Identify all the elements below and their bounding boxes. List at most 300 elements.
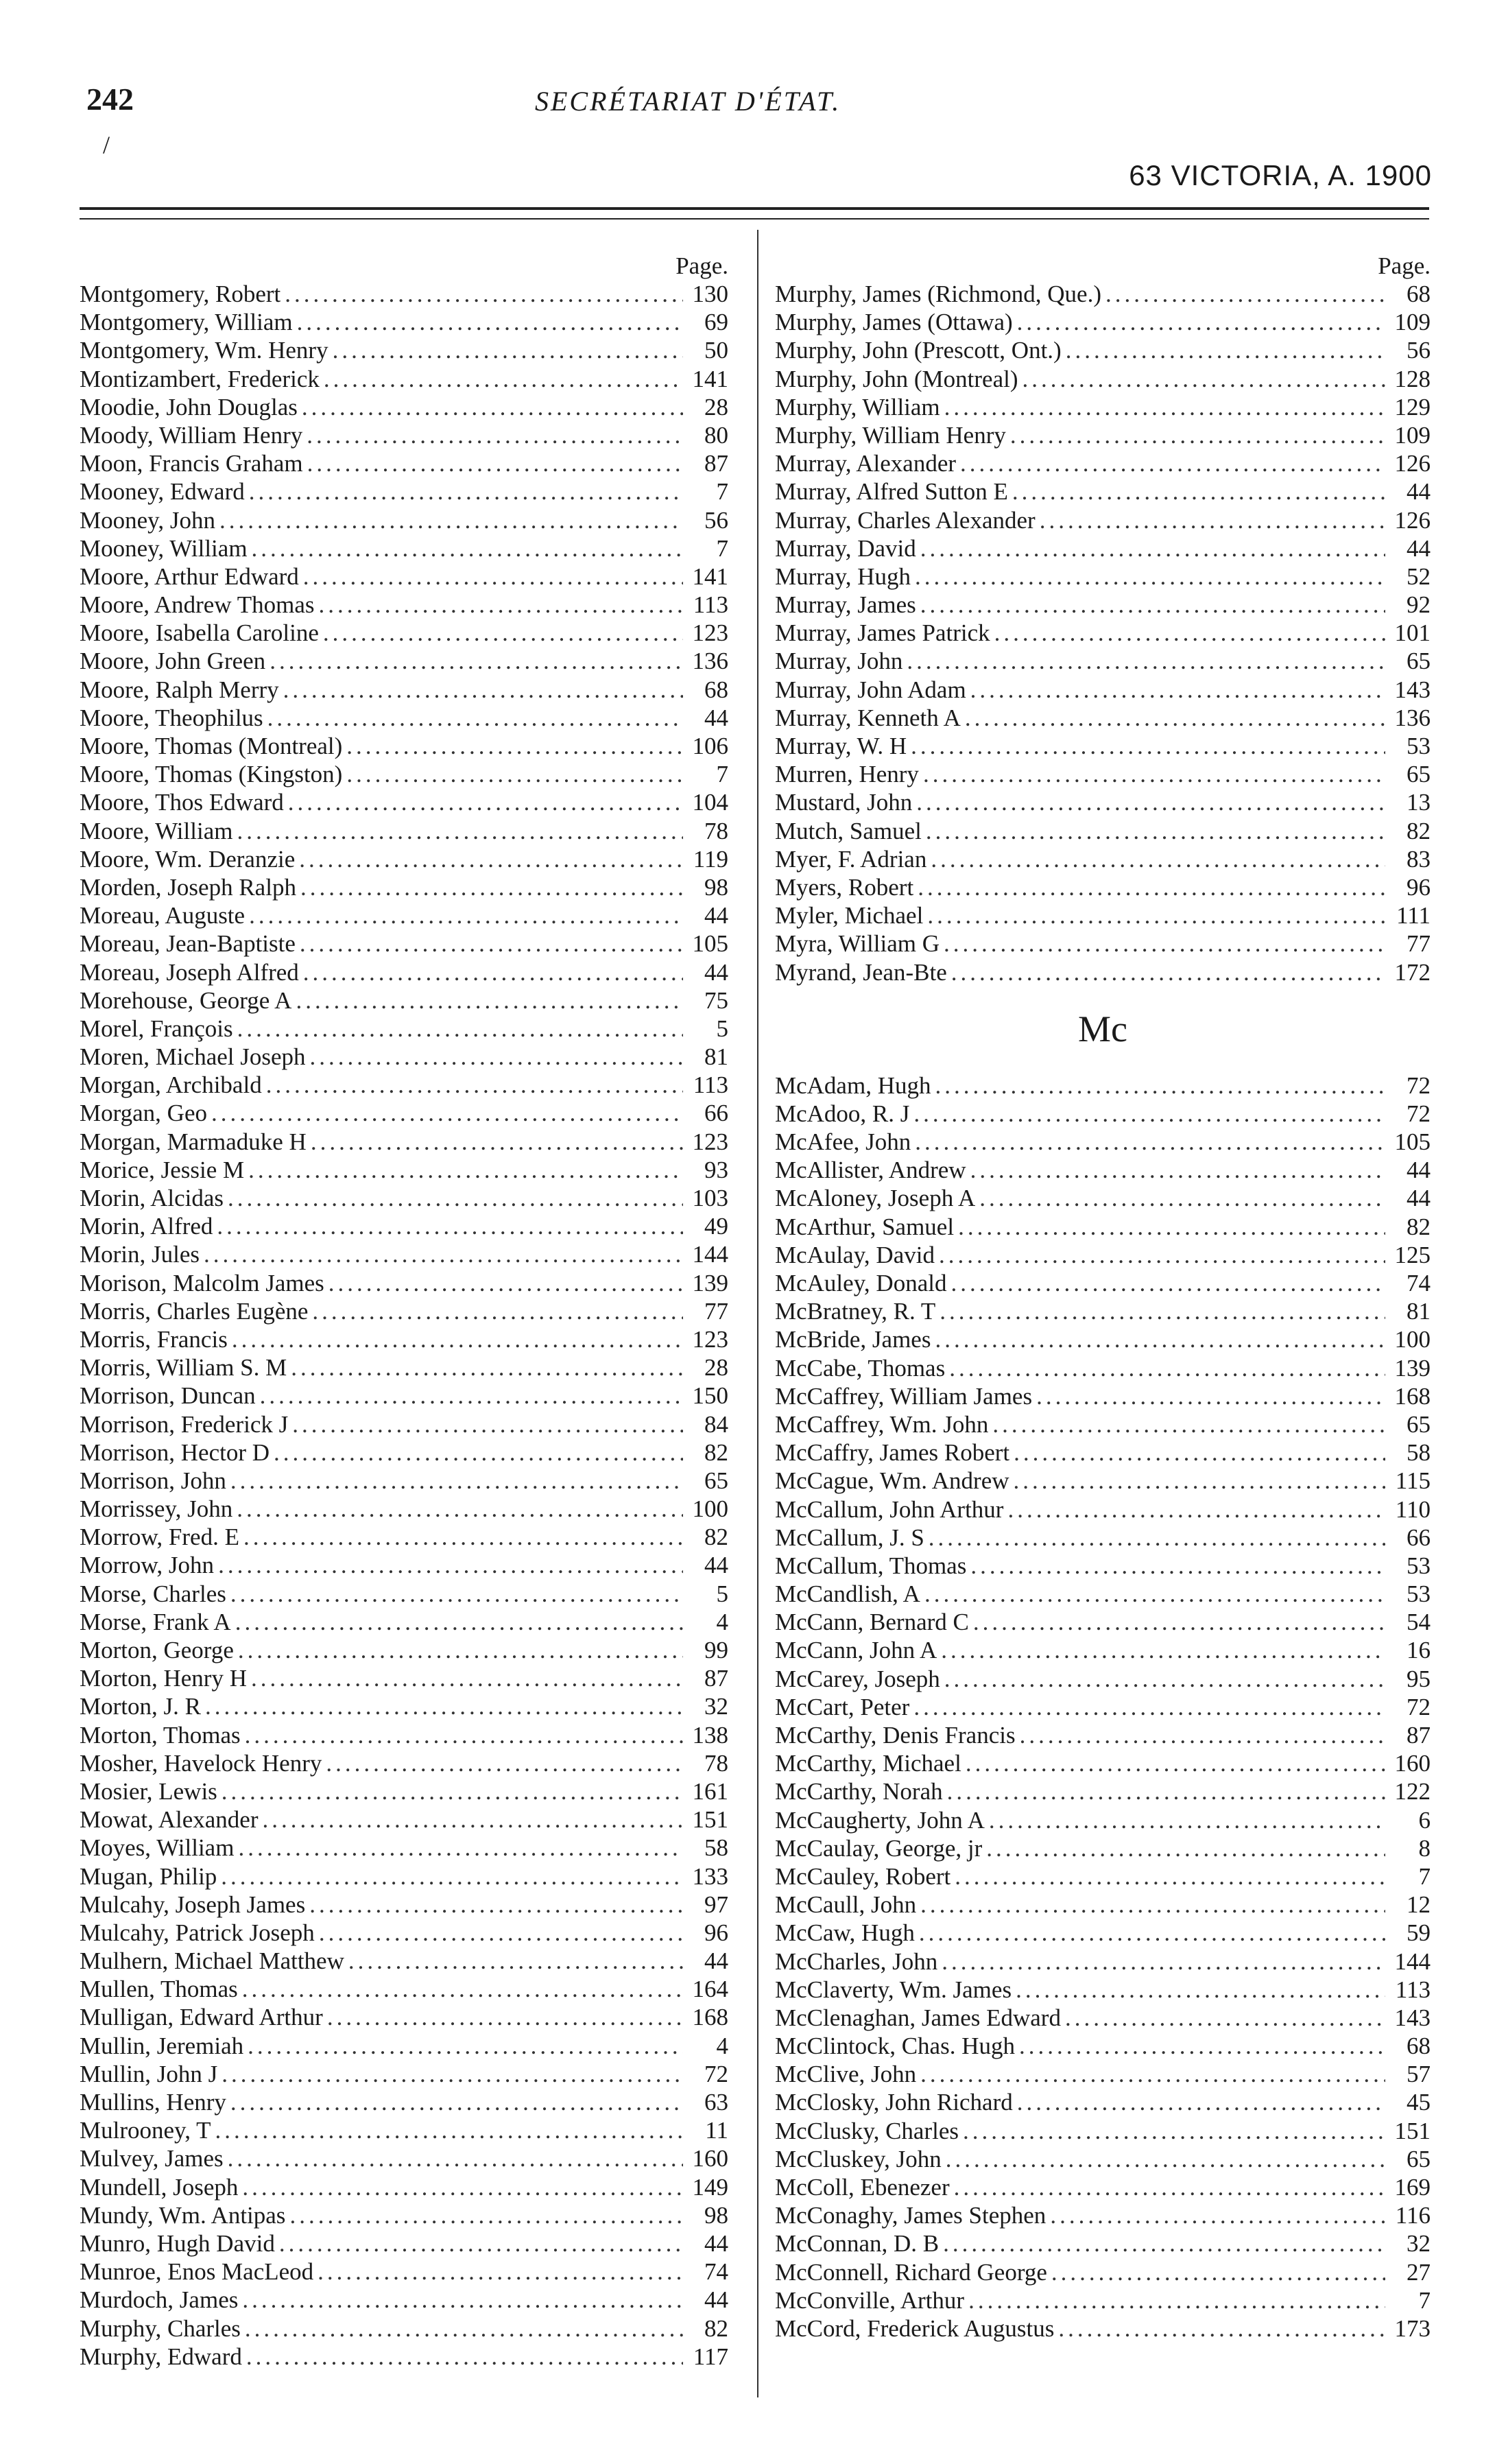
index-entry (80, 676, 728, 704)
entry-page-number: 123 (692, 1325, 728, 1353)
dot-leader (218, 1551, 683, 1579)
entry-name: Murphy, Charles (80, 2314, 241, 2342)
dot-leader (266, 1071, 683, 1099)
entry-page-number: 58 (1407, 1439, 1431, 1467)
entry-name: Moore, Arthur Edward (80, 562, 299, 590)
entry-page-number: 44 (704, 1552, 728, 1579)
dot-leader (935, 1071, 1385, 1100)
index-entry (80, 2229, 728, 2258)
index-entry (80, 1184, 728, 1212)
dot-leader (297, 308, 683, 336)
index-entry (775, 1354, 1431, 1382)
index-entry (775, 1947, 1431, 1976)
index-entry (775, 845, 1431, 873)
index-entry (80, 1438, 728, 1467)
entry-name: Morrissey, John (80, 1495, 233, 1523)
index-entry (80, 1721, 728, 1749)
index-entry (775, 873, 1431, 901)
entry-name: Mooney, John (80, 506, 216, 534)
entry-name: Morrison, Frederick J (80, 1410, 289, 1438)
dot-leader (1036, 1382, 1385, 1410)
index-entry (80, 2060, 728, 2088)
index-entry (80, 619, 728, 647)
entry-page-number: 77 (704, 1297, 728, 1325)
entry-name: McCaugherty, John A (775, 1806, 985, 1834)
index-entry (80, 1353, 728, 1382)
dot-leader (242, 1975, 683, 2003)
index-entry (80, 1947, 728, 1975)
dot-leader (1105, 280, 1385, 308)
entry-name: Murphy, William Henry (775, 421, 1006, 449)
index-entry (80, 477, 728, 506)
index-entry (775, 1467, 1431, 1495)
entry-name: McAuley, Donald (775, 1270, 947, 1296)
index-entry (80, 308, 728, 336)
dot-leader (926, 817, 1385, 845)
index-entry (80, 421, 728, 449)
entry-name: Morrison, John (80, 1467, 226, 1494)
index-entry (775, 1495, 1431, 1524)
index-entry (775, 336, 1431, 364)
index-entry (80, 393, 728, 421)
index-entry (775, 676, 1431, 704)
index-entry (775, 1749, 1431, 1777)
index-entry (80, 2173, 728, 2201)
dot-leader (318, 2258, 683, 2286)
dot-leader (311, 1128, 683, 1156)
entry-name: Morison, Malcolm James (80, 1269, 324, 1296)
entry-name: McClive, John (775, 2061, 917, 2088)
entry-name: McBratney, R. T (775, 1298, 936, 1325)
entry-page-number: 65 (1407, 648, 1431, 675)
dot-leader (924, 1580, 1385, 1608)
dot-leader (1058, 2314, 1385, 2343)
entry-name: Moore, Wm. Deranzie (80, 845, 296, 873)
dot-leader (323, 619, 683, 647)
entry-name: Mowat, Alexander (80, 1806, 259, 1834)
dot-leader (309, 1891, 683, 1919)
entry-name: McClenaghan, James Edward (775, 2004, 1061, 2031)
entry-name: Moody, William Henry (80, 421, 303, 449)
entry-page-number: 136 (692, 648, 728, 675)
entry-name: McCallum, Thomas (775, 1552, 967, 1579)
index-entry (775, 1834, 1431, 1862)
index-entry (775, 1382, 1431, 1410)
index-entry (775, 1524, 1431, 1552)
entry-page-number: 32 (704, 1693, 728, 1720)
dot-leader (328, 1269, 683, 1297)
dot-leader (238, 1636, 683, 1664)
entry-page-number: 28 (704, 1354, 728, 1382)
dot-leader (1050, 2201, 1385, 2229)
index-entry (80, 1580, 728, 1608)
index-entry (775, 1580, 1431, 1608)
entry-page-number: 7 (716, 478, 728, 506)
entry-page-number: 65 (1407, 2145, 1431, 2172)
entry-name: Murray, W. H (775, 733, 907, 759)
dot-leader (1012, 477, 1385, 506)
entry-name: Mosher, Havelock Henry (80, 1749, 322, 1777)
index-entry (775, 2088, 1431, 2116)
index-entry (80, 647, 728, 675)
entry-name: Murray, David (775, 534, 916, 562)
entry-name: McCaull, John (775, 1891, 917, 1919)
entry-name: Moren, Michael Joseph (80, 1043, 306, 1071)
dot-leader (245, 1721, 683, 1749)
entry-name: McCann, Bernard C (775, 1609, 969, 1636)
entry-page-number: 116 (1395, 2202, 1431, 2229)
dot-leader (923, 760, 1385, 788)
entry-page-number: 144 (1394, 1947, 1431, 1975)
dot-leader (303, 958, 683, 986)
entry-page-number: 66 (1407, 1524, 1431, 1551)
index-entry (775, 1156, 1431, 1184)
index-entry (80, 1975, 728, 2003)
entry-name: Moreau, Jean-Baptiste (80, 930, 296, 958)
dot-leader (285, 280, 683, 308)
index-entry (80, 534, 728, 562)
dot-leader (237, 817, 683, 845)
entry-page-number: 115 (1395, 1467, 1431, 1495)
entry-name: Moore, Isabella Caroline (80, 619, 319, 647)
entry-page-number: 65 (704, 1467, 728, 1494)
entry-page-number: 106 (692, 733, 728, 759)
index-entry (80, 901, 728, 929)
entry-name: Moore, William (80, 817, 233, 844)
entry-name: McCandlish, A (775, 1580, 920, 1608)
index-entry (80, 1269, 728, 1297)
entry-page-number: 95 (1407, 1665, 1431, 1692)
entry-page-number: 169 (1394, 2174, 1431, 2201)
entry-page-number: 98 (704, 2201, 728, 2229)
dot-leader (310, 1043, 683, 1071)
dot-leader (1014, 1438, 1385, 1467)
entry-page-number: 117 (693, 2343, 728, 2370)
dot-leader (242, 2286, 683, 2314)
entry-page-number: 82 (704, 2314, 728, 2342)
index-entry (80, 873, 728, 901)
index-entry (775, 393, 1431, 421)
entry-page-number: 87 (704, 1665, 728, 1692)
index-entry (775, 477, 1431, 506)
entry-page-number: 82 (704, 1524, 728, 1551)
dot-leader (291, 1353, 683, 1382)
index-entry (775, 1241, 1431, 1269)
index-entry (775, 1100, 1431, 1128)
index-entry (80, 986, 728, 1015)
entry-page-number: 54 (1407, 1609, 1431, 1636)
index-entry (80, 1410, 728, 1438)
dot-leader (951, 958, 1385, 986)
index-entry (80, 1749, 728, 1777)
dot-leader (1014, 1467, 1385, 1495)
entry-name: Myers, Robert (775, 873, 914, 901)
dot-leader (940, 1297, 1385, 1325)
index-entry (80, 1297, 728, 1325)
entry-page-number: 98 (704, 873, 728, 901)
index-entry (80, 1608, 728, 1636)
entry-page-number: 151 (1394, 2117, 1431, 2144)
entry-name: Murphy, John (Prescott, Ont.) (775, 337, 1062, 364)
dot-leader (319, 1919, 683, 1947)
entry-page-number: 66 (704, 1100, 728, 1127)
index-entry (80, 1467, 728, 1495)
entry-page-number: 109 (1394, 421, 1431, 449)
dot-leader (232, 1325, 683, 1353)
index-entry (775, 1636, 1431, 1664)
index-column-left (80, 252, 728, 2371)
index-entry (80, 1099, 728, 1127)
entry-page-number: 138 (692, 1721, 728, 1749)
entry-page-number: 87 (704, 450, 728, 477)
dot-leader (215, 2116, 683, 2144)
dot-leader (302, 393, 683, 421)
entry-name: McColl, Ebenezer (775, 2174, 950, 2201)
dot-leader (913, 1100, 1385, 1128)
page-number: 242 (86, 82, 134, 117)
entry-page-number: 113 (693, 591, 728, 619)
entry-page-number: 104 (692, 789, 728, 816)
index-entry (775, 619, 1431, 647)
entry-page-number: 72 (1407, 1100, 1431, 1127)
entry-name: Morton, Thomas (80, 1721, 241, 1749)
index-entry (80, 2201, 728, 2229)
entry-name: Myrand, Jean-Bte (775, 958, 947, 986)
dot-leader (931, 845, 1385, 873)
entry-page-number: 101 (1394, 619, 1431, 647)
dot-leader (911, 732, 1385, 760)
dot-leader (230, 1580, 683, 1608)
entry-page-number: 149 (692, 2173, 728, 2201)
dot-leader (920, 534, 1385, 562)
dot-leader (348, 1947, 683, 1975)
dot-leader (915, 1128, 1385, 1156)
entry-page-number: 59 (1407, 1919, 1431, 1947)
entry-name: McCart, Peter (775, 1693, 910, 1720)
dot-leader (963, 2117, 1385, 2145)
entry-name: Mullin, Jeremiah (80, 2032, 244, 2059)
dot-leader (920, 591, 1385, 619)
entry-name: McCauley, Robert (775, 1862, 951, 1890)
index-entry (775, 1128, 1431, 1156)
index-entry (775, 929, 1431, 958)
entry-name: Morgan, Marmaduke H (80, 1128, 307, 1155)
index-entry (80, 1664, 728, 1692)
entry-page-number: 99 (704, 1637, 728, 1663)
entry-name: Murphy, James (Richmond, Que.) (775, 281, 1101, 307)
entry-page-number: 123 (692, 1128, 728, 1155)
dot-leader (954, 2173, 1385, 2201)
dot-leader (260, 1382, 683, 1410)
entry-page-number: 168 (1394, 1382, 1431, 1410)
dot-leader (960, 449, 1385, 477)
entry-page-number: 139 (1394, 1354, 1431, 1382)
dot-leader (1065, 2004, 1385, 2032)
dot-leader (252, 534, 683, 562)
index-entry (80, 2314, 728, 2343)
index-entry (80, 1834, 728, 1862)
entry-page-number: 56 (704, 506, 728, 534)
entry-name: Mutch, Samuel (775, 817, 922, 844)
index-entry (775, 2258, 1431, 2286)
entry-name: Moore, John Green (80, 648, 266, 675)
entry-name: McCaffrey, William James (775, 1382, 1033, 1410)
entry-page-number: 12 (1407, 1891, 1431, 1919)
entry-page-number: 44 (704, 902, 728, 929)
dot-leader (1017, 2088, 1385, 2116)
entry-page-number: 53 (1407, 1552, 1431, 1579)
index-entry (775, 1919, 1431, 1947)
dot-leader (288, 788, 683, 816)
dot-leader (943, 2229, 1385, 2258)
entry-page-number: 103 (692, 1185, 728, 1211)
entry-page-number: 83 (1407, 845, 1431, 873)
entry-name: Moyes, William (80, 1834, 235, 1862)
index-entry (775, 2117, 1431, 2145)
header-rule-thin (80, 218, 1429, 220)
index-entry (775, 760, 1431, 788)
index-entry (80, 1212, 728, 1240)
entry-page-number: 78 (704, 817, 728, 844)
dot-leader (918, 873, 1385, 901)
entry-page-number: 7 (1418, 2286, 1431, 2314)
entry-name: Myra, William G (775, 930, 940, 958)
index-entry (775, 534, 1431, 562)
entry-page-number: 122 (1394, 1778, 1431, 1805)
dot-leader (296, 986, 683, 1015)
column-divider (757, 230, 758, 2397)
entry-page-number: 160 (1394, 1750, 1431, 1777)
entry-page-number: 81 (704, 1043, 728, 1071)
entry-page-number: 44 (704, 958, 728, 986)
entry-name: McConnan, D. B (775, 2230, 940, 2258)
index-entry (775, 704, 1431, 732)
index-entry (80, 2258, 728, 2286)
dot-leader (913, 1693, 1385, 1721)
entry-page-number: 81 (1407, 1298, 1431, 1325)
entry-page-number: 68 (1407, 281, 1431, 307)
entry-page-number: 65 (1407, 761, 1431, 788)
dot-leader (942, 1947, 1385, 1976)
dot-leader (955, 1862, 1385, 1891)
entry-page-number: 77 (1407, 930, 1431, 958)
entry-name: McCarthy, Michael (775, 1750, 961, 1777)
entry-page-number: 58 (704, 1834, 728, 1862)
entry-name: Murray, John Adam (775, 676, 966, 703)
index-entry (775, 2032, 1431, 2060)
dot-leader (992, 1410, 1385, 1438)
entry-page-number: 126 (1394, 506, 1431, 534)
entry-name: Morrow, John (80, 1552, 215, 1579)
entry-name: Murray, Charles Alexander (775, 506, 1036, 534)
dot-leader (327, 2003, 683, 2031)
index-entry (775, 1608, 1431, 1636)
entry-name: Murren, Henry (775, 761, 919, 788)
dot-leader (274, 1438, 683, 1467)
entry-page-number: 143 (1394, 676, 1431, 703)
index-entry (775, 562, 1431, 591)
entry-name: McCarthy, Denis Francis (775, 1722, 1016, 1749)
entry-name: McCaffrey, Wm. John (775, 1410, 989, 1438)
entry-name: Murphy, John (Montreal) (775, 365, 1018, 392)
index-entry (775, 901, 1431, 929)
index-entry (80, 2144, 728, 2172)
dot-leader (324, 365, 683, 393)
index-entry (80, 1240, 728, 1268)
entry-name: Munroe, Enos MacLeod (80, 2258, 314, 2286)
dot-leader (319, 591, 684, 619)
index-entry (80, 1805, 728, 1834)
dot-leader (235, 1608, 683, 1636)
index-entry (80, 1382, 728, 1410)
dot-leader (941, 1636, 1385, 1664)
entry-page-number: 129 (1394, 393, 1431, 420)
entry-name: Murray, John (775, 648, 903, 675)
entry-page-number: 125 (1394, 1241, 1431, 1268)
dot-leader (944, 1665, 1385, 1693)
dot-leader (307, 449, 683, 477)
dot-leader (944, 393, 1385, 421)
dot-leader (1007, 1495, 1385, 1524)
entry-page-number: 161 (692, 1777, 728, 1805)
dot-leader (222, 2060, 683, 2088)
entry-page-number: 80 (704, 421, 728, 449)
index-entry (775, 1297, 1431, 1325)
index-entry (775, 421, 1431, 449)
entry-page-number: 72 (1407, 1071, 1431, 1099)
entry-name: McClintock, Chas. Hugh (775, 2033, 1015, 2060)
entry-page-number: 141 (692, 562, 728, 590)
dot-leader (958, 1213, 1385, 1241)
entry-name: Morin, Jules (80, 1241, 200, 1268)
entry-page-number: 92 (1407, 591, 1431, 619)
index-entry (80, 506, 728, 534)
entry-name: McCague, Wm. Andrew (775, 1467, 1009, 1495)
dot-leader (204, 1240, 683, 1268)
index-entry (775, 732, 1431, 760)
index-entry (80, 1015, 728, 1043)
entry-name: Moore, Andrew Thomas (80, 591, 315, 619)
entry-name: Moreau, Joseph Alfred (80, 958, 299, 986)
index-list-mc (775, 1071, 1431, 2343)
dot-leader (946, 2145, 1385, 2173)
dot-leader (973, 1608, 1385, 1636)
dot-leader (222, 1777, 683, 1805)
entry-name: McCluskey, John (775, 2145, 942, 2172)
entry-page-number: 69 (704, 309, 728, 336)
index-entry (80, 2032, 728, 2060)
index-entry (775, 2314, 1431, 2343)
dot-leader (237, 1015, 683, 1043)
index-entry (80, 732, 728, 760)
index-entry (775, 2004, 1431, 2032)
entry-page-number: 27 (1407, 2258, 1431, 2286)
entry-name: McCallum, John Arthur (775, 1495, 1004, 1523)
entry-name: McAulay, David (775, 1241, 935, 1268)
entry-page-number: 75 (704, 986, 728, 1014)
entry-name: McCharles, John (775, 1947, 938, 1975)
entry-page-number: 123 (692, 619, 728, 647)
running-title: SECRÉTARIAT D'ÉTAT. (535, 86, 841, 117)
entry-name: McAdoo, R. J (775, 1100, 910, 1127)
dot-leader (238, 1834, 683, 1862)
entry-page-number: 126 (1394, 450, 1431, 477)
index-entry (775, 591, 1431, 619)
entry-name: McBride, James (775, 1326, 931, 1353)
dot-leader (245, 2314, 683, 2343)
entry-name: McCaffry, James Robert (775, 1439, 1010, 1467)
page-column-label: Page. (1378, 252, 1431, 279)
